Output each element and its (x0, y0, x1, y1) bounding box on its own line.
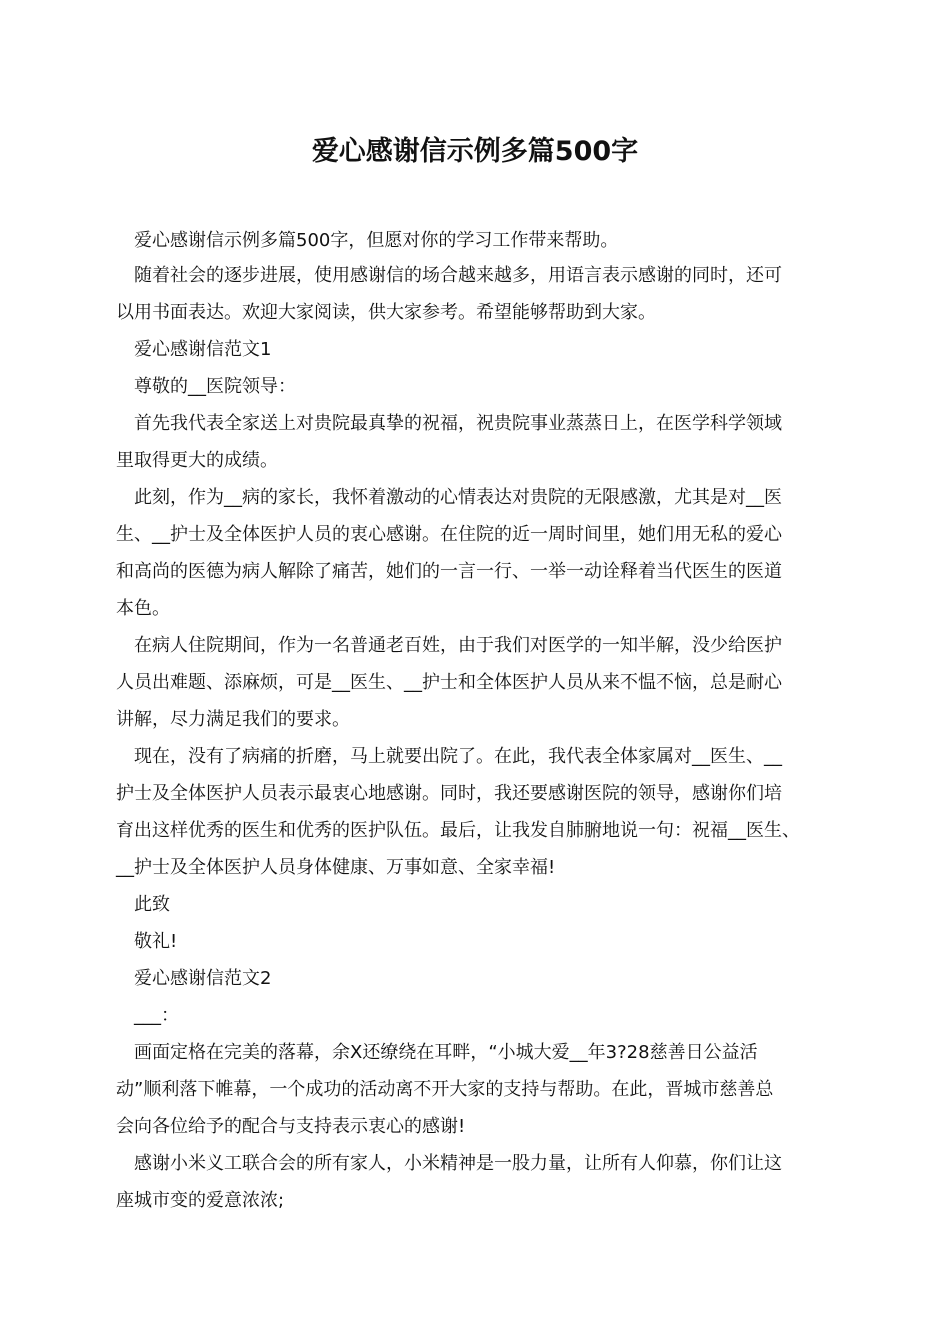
text-line: 讲解，尽力满足我们的要求。 (116, 709, 350, 730)
text-line: 会向各位给予的配合与支持表示衷心的感谢! (116, 1116, 466, 1137)
text-line: 爱心感谢信示例多篇500字，但愿对你的学习工作带来帮助。 (116, 230, 619, 251)
text-line: 在病人住院期间，作为一名普通老百姓，由于我们对医学的一知半解，没少给医护 (116, 635, 782, 656)
text-line: 座城市变的爱意浓浓; (116, 1190, 285, 1211)
text-line: 和高尚的医德为病人解除了痛苦，她们的一言一行、一举一动诠释着当代医生的医道 (116, 561, 782, 582)
text-line: 随着社会的逐步进展，使用感谢信的场合越来越多，用语言表示感谢的同时，还可 (116, 265, 782, 286)
salutation: ___： (116, 1005, 179, 1026)
text-line: 生、__护士及全体医护人员的衷心感谢。在住院的近一周时间里，她们用无私的爱心 (116, 524, 782, 545)
section-heading: 爱心感谢信范文1 (116, 339, 272, 360)
salutation: 尊敬的__医院领导： (116, 376, 296, 397)
text-line: 此刻，作为__病的家长，我怀着激动的心情表达对贵院的无限感激，尤其是对__医 (116, 487, 782, 508)
document-title: 爱心感谢信示例多篇500字 (311, 136, 639, 167)
text-line: 画面定格在完美的落幕，余X还缭绕在耳畔，“小城大爱__年3?28慈善日公益活 (116, 1042, 758, 1063)
text-line: 育出这样优秀的医生和优秀的医护队伍。最后，让我发自肺腑地说一句：祝福__医生、 (116, 820, 800, 841)
text-line: 人员出难题、添麻烦，可是__医生、__护士和全体医护人员从来不愠不恼，总是耐心 (116, 672, 782, 693)
closing-line: 此致 (116, 894, 170, 915)
text-line: 感谢小米义工联合会的所有家人，小米精神是一股力量，让所有人仰慕，你们让这 (116, 1153, 782, 1174)
text-line: 首先我代表全家送上对贵院最真挚的祝福，祝贵院事业蒸蒸日上，在医学科学领域 (116, 413, 782, 434)
section-heading: 爱心感谢信范文2 (116, 968, 272, 989)
text-line: 现在，没有了病痛的折磨，马上就要出院了。在此，我代表全体家属对__医生、__ (116, 746, 782, 767)
text-line: 里取得更大的成绩。 (116, 450, 278, 471)
closing-line: 敬礼! (116, 931, 178, 952)
text-line: 动”顺利落下帷幕，一个成功的活动离不开大家的支持与帮助。在此，晋城市慈善总 (116, 1079, 774, 1100)
text-line: __护士及全体医护人员身体健康、万事如意、全家幸福! (116, 857, 556, 878)
text-line: 本色。 (116, 598, 170, 619)
text-line: 以用书面表达。欢迎大家阅读，供大家参考。希望能够帮助到大家。 (116, 302, 656, 323)
text-line: 护士及全体医护人员表示最衷心地感谢。同时，我还要感谢医院的领导，感谢你们培 (116, 783, 782, 804)
